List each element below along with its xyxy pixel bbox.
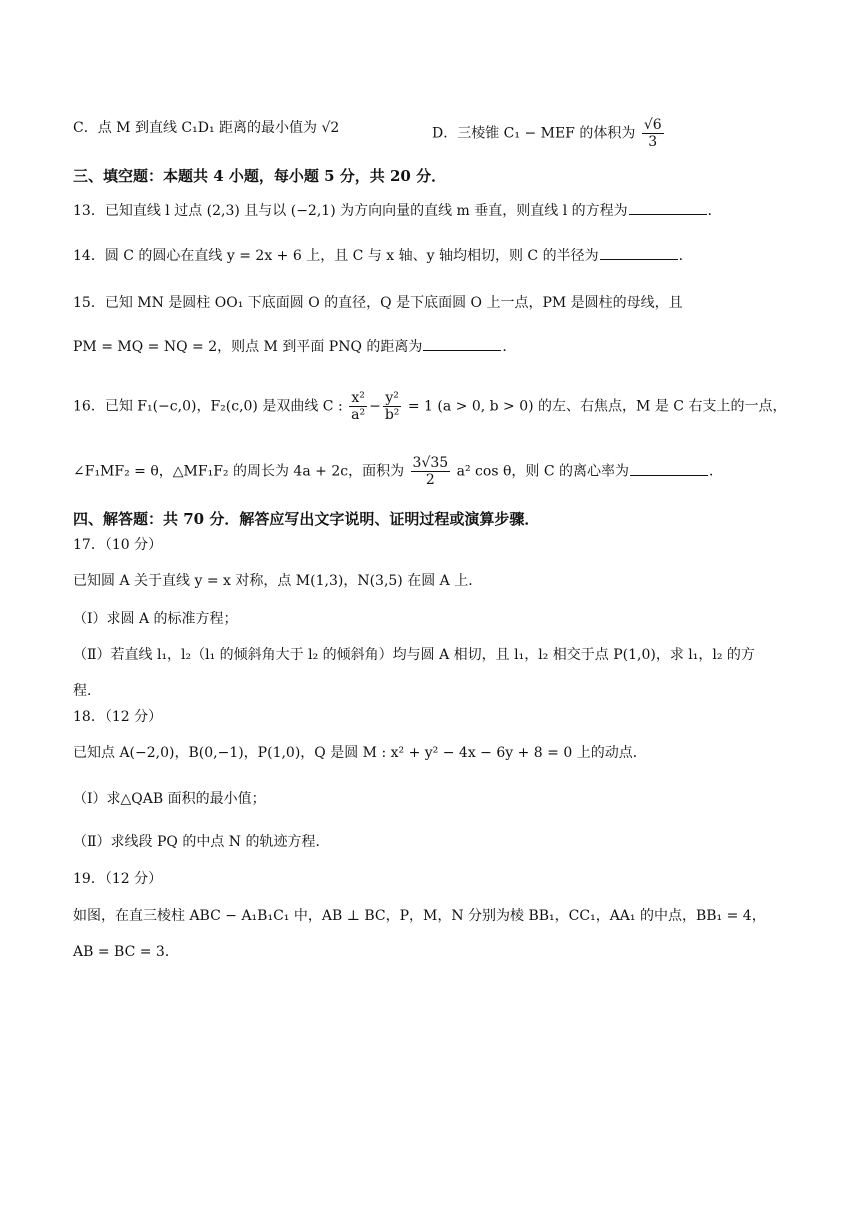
fraction-numerator: x² (349, 390, 367, 407)
fraction-denominator: a² (351, 407, 366, 423)
question-17-part-2: （Ⅱ）若直线 l₁，l₂（l₁ 的倾斜角大于 l₂ 的倾斜角）均与圆 A 相切，且 l₁，l₂ 相交于点 P(1,0)，求 l₁，l₂ 的方 (73, 647, 755, 663)
question-16-line-1 (73, 390, 786, 423)
answer-blank (629, 200, 707, 215)
fraction-area (411, 455, 451, 488)
question-17-part-1: （Ⅰ）求圆 A 的标准方程； (73, 611, 238, 627)
question-16-text: 16．已知 F₁(−c,0)，F₂(c,0) 是双曲线 C : (73, 398, 343, 415)
question-15-line-2 (73, 336, 516, 358)
answer-blank (423, 336, 501, 351)
option-d (432, 117, 666, 150)
question-15-line-1: 15．已知 MN 是圆柱 OO₁ 下底面圆 O 的直径，Q 是下底面圆 O 上一点，PM 是圆柱的母线，且 (73, 295, 683, 311)
question-14-text: 14．圆 C 的圆心在直线 y = 2x + 6 上，且 C 与 x 轴、y 轴均相切，则 C 的半径为 (73, 248, 599, 264)
period: ． (707, 203, 722, 219)
question-19-text: 如图，在直三棱柱 ABC − A₁B₁C₁ 中，AB ⊥ BC，P，M，N 分别为棱 BB₁，CC₁，AA₁ 的中点，BB₁ = 4， (73, 908, 766, 924)
option-d-text: D．三棱锥 C₁ − MEF 的体积为 (432, 125, 636, 142)
fraction-denominator: 2 (425, 472, 435, 488)
fraction-y2-b2 (383, 390, 402, 423)
period: ． (678, 248, 693, 264)
fraction-numerator: 3√35 (412, 455, 449, 471)
period: ． (502, 339, 517, 355)
question-18-part-2: （Ⅱ）求线段 PQ 的中点 N 的轨迹方程． (73, 834, 330, 850)
answer-blank (630, 461, 708, 476)
question-18-heading: 18．（12 分） (73, 709, 163, 725)
fraction-denominator: b² (384, 407, 400, 423)
question-16-text-3: a² cos θ，则 C 的离心率为 (456, 463, 629, 480)
question-19-text-cont: AB = BC = 3． (73, 944, 179, 960)
period: ． (709, 463, 723, 480)
fraction-numerator: y² (383, 390, 402, 407)
section-4-heading: 四、解答题：共 70 分．解答应写出文字说明、证明过程或演算步骤． (73, 510, 540, 528)
question-17-part-2-cont: 程． (73, 683, 101, 699)
minus-sign: − (369, 398, 381, 415)
question-18-text: 已知点 A(−2,0)，B(0,−1)，P(1,0)，Q 是圆 M : x² + y² − 4x − 6y + 8 = 0 上的动点． (73, 745, 647, 761)
question-14 (73, 245, 693, 267)
question-16-line-2 (73, 455, 723, 488)
section-3-heading: 三、填空题：本题共 4 小题，每小题 5 分，共 20 分． (73, 167, 447, 185)
option-d-fraction (642, 117, 664, 150)
question-16-text-cont: = 1 (a > 0, b > 0) 的左、右焦点，M 是 C 右支上的一点， (407, 398, 787, 415)
question-15-text: PM = MQ = NQ = 2，则点 M 到平面 PNQ 的距离为 (73, 339, 423, 355)
question-17-text: 已知圆 A 关于直线 y = x 对称，点 M(1,3)，N(3,5) 在圆 A 上． (73, 573, 483, 589)
question-19-heading: 19．（12 分） (73, 871, 163, 887)
question-13-text: 13．已知直线 l 过点 (2,3) 且与以 (−2,1) 为方向向量的直线 m 垂直，则直线 l 的方程为 (73, 203, 628, 219)
question-13 (73, 200, 722, 222)
fraction-denominator: 3 (648, 134, 658, 150)
question-17-heading: 17．（10 分） (73, 537, 163, 553)
question-18-part-1: （Ⅰ）求△QAB 面积的最小值； (73, 791, 266, 807)
fraction-x2-a2 (349, 390, 367, 423)
option-c: C．点 M 到直线 C₁D₁ 距离的最小值为 √2 (73, 120, 340, 136)
answer-blank (600, 245, 678, 260)
question-16-text-2: ∠F₁MF₂ = θ，△MF₁F₂ 的周长为 4a + 2c，面积为 (73, 463, 405, 480)
fraction-numerator: √6 (643, 117, 662, 133)
